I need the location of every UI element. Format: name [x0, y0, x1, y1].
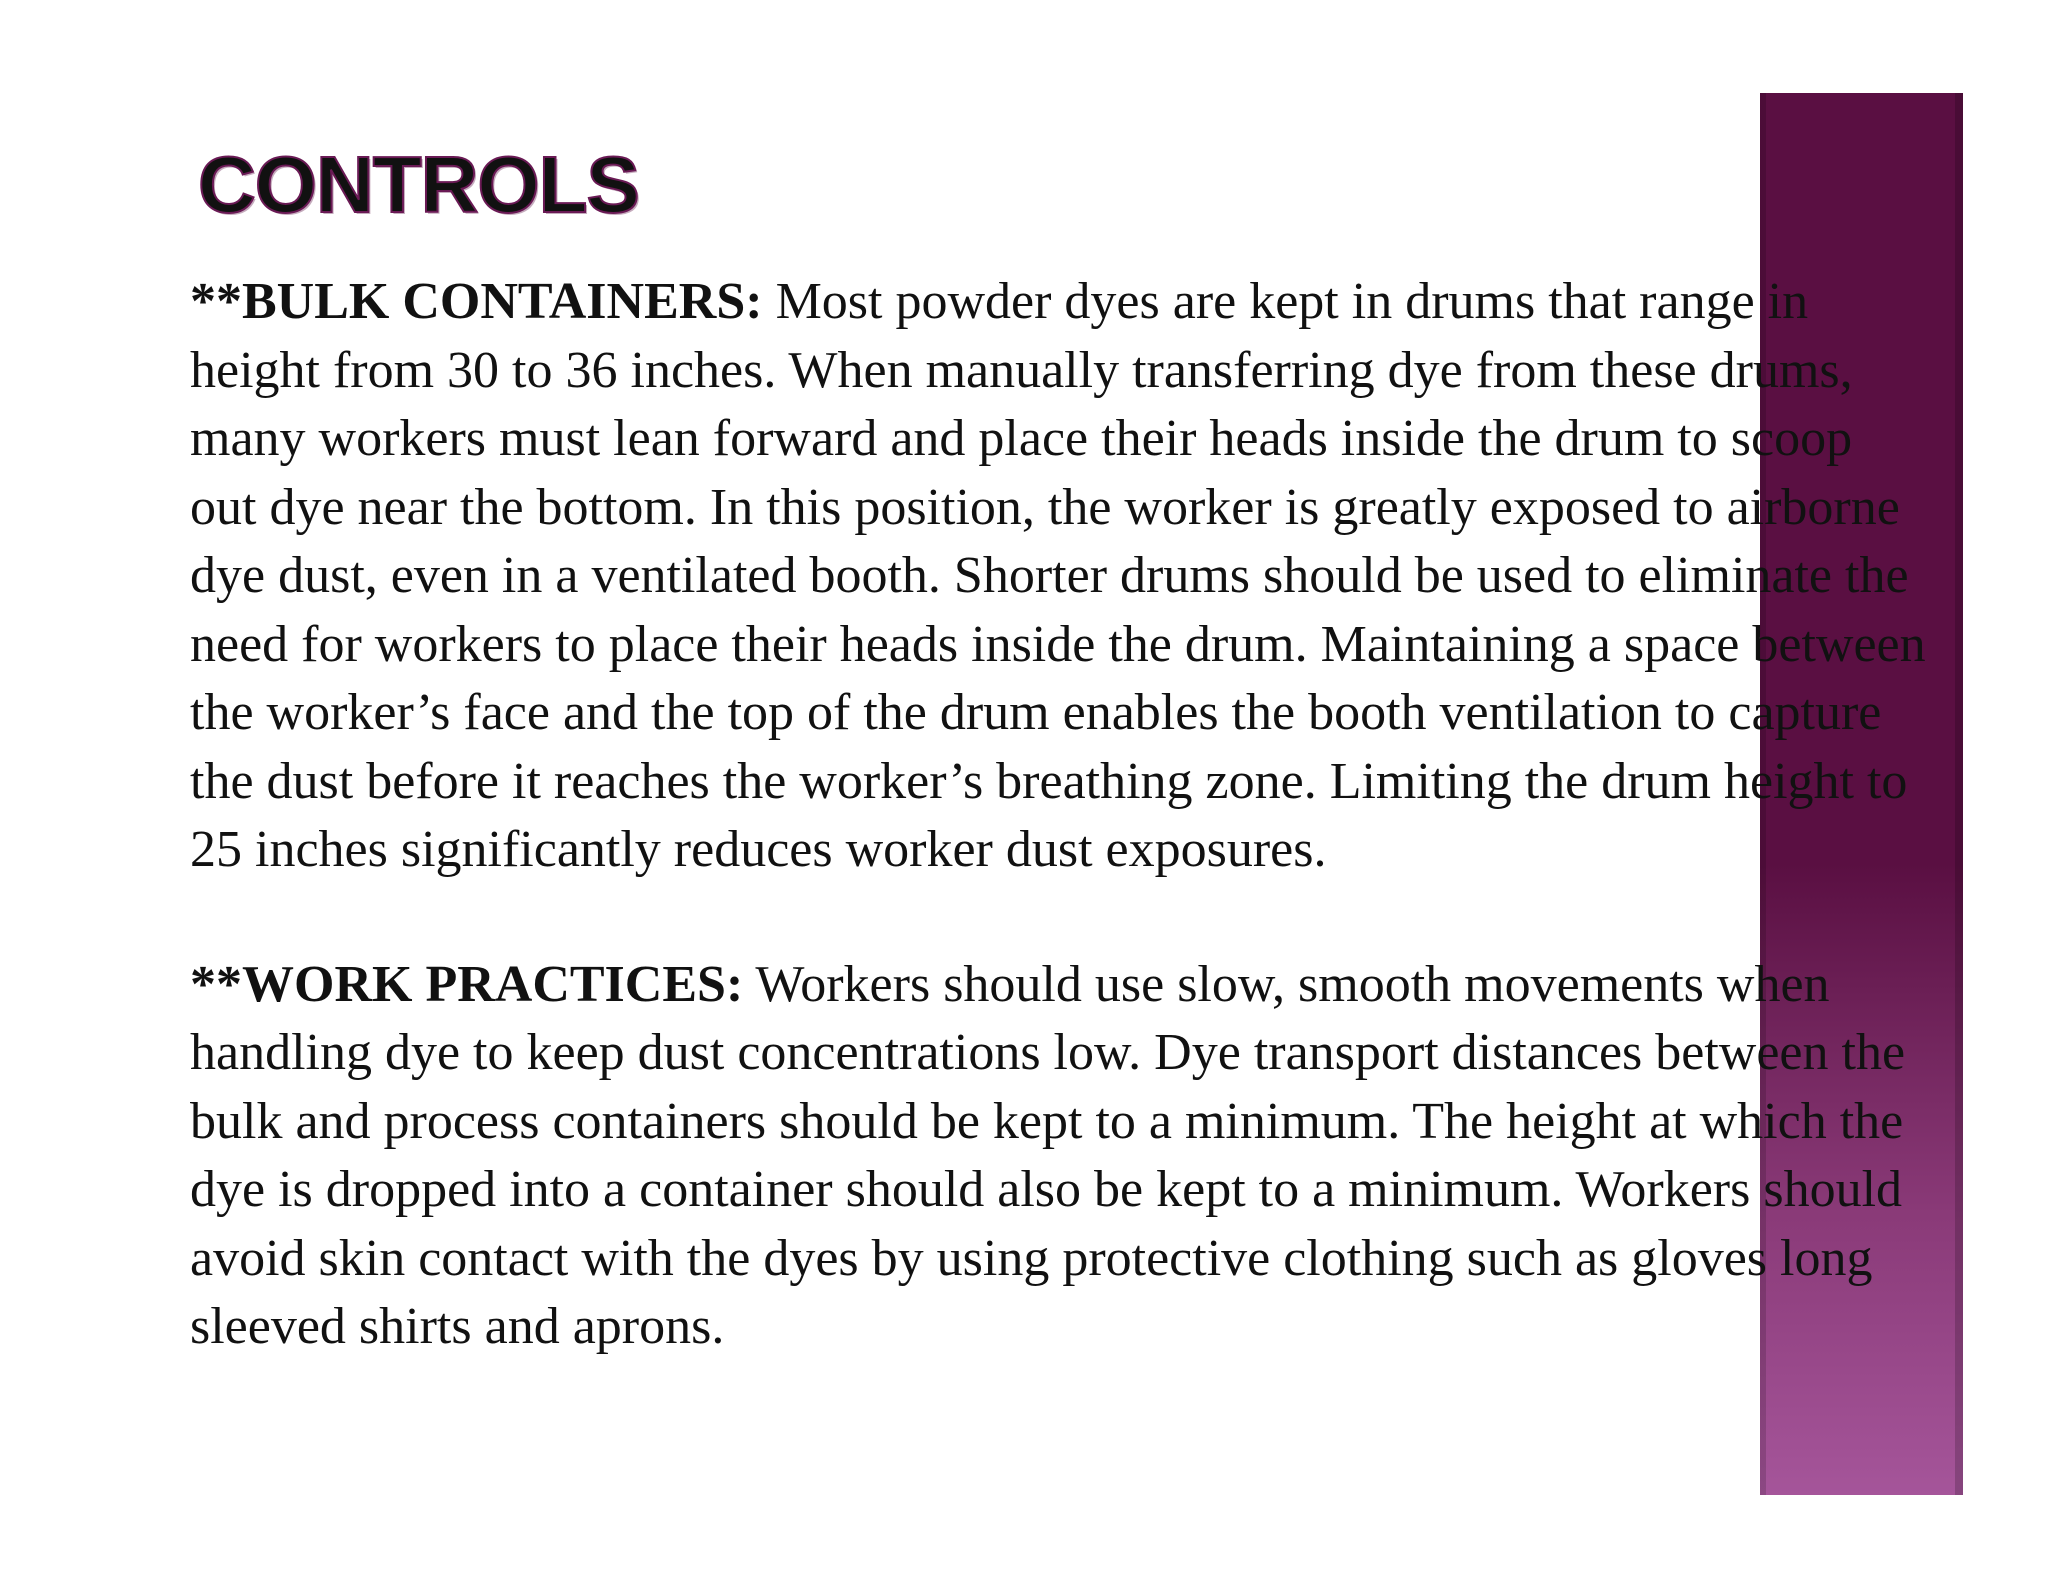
slide-title: CONTROLS	[198, 140, 639, 229]
paragraph-text: Workers should use slow, smooth movements when handling dye to keep dust concentrations low. Dye transport distances between the bulk and process containers should be kept to a minimum. The height at which the dye is dropped into a container should also be kept to a minimum. Workers should avoid skin contact with the dyes by using protective clothing such as gloves long sleeved shirts and aprons.	[190, 955, 1906, 1355]
paragraph-work-practices	[190, 951, 1930, 1362]
paragraph-heading: **BULK CONTAINERS:	[190, 273, 763, 330]
paragraph-heading: **WORK PRACTICES:	[190, 955, 744, 1013]
paragraph-text: Most powder dyes are kept in drums that range in height from 30 to 36 inches. When manually transferring dye from these drums, many workers must lean forward and place their heads inside the drum to scoop out dye near the bottom. In this position, the worker is greatly exposed to airborne dye dust, even in a ventilated booth. Shorter drums should be used to eliminate the need for workers to place their heads inside the drum. Maintaining a space between the worker’s face and the top of the drum enables the booth ventilation to capture the dust before it reaches the worker’s breathing zone. Limiting the drum height to 25 inches significantly reduces worker dust exposures.	[190, 273, 1926, 878]
paragraph-bulk-containers	[190, 268, 1930, 885]
slide-body	[190, 268, 1930, 1362]
